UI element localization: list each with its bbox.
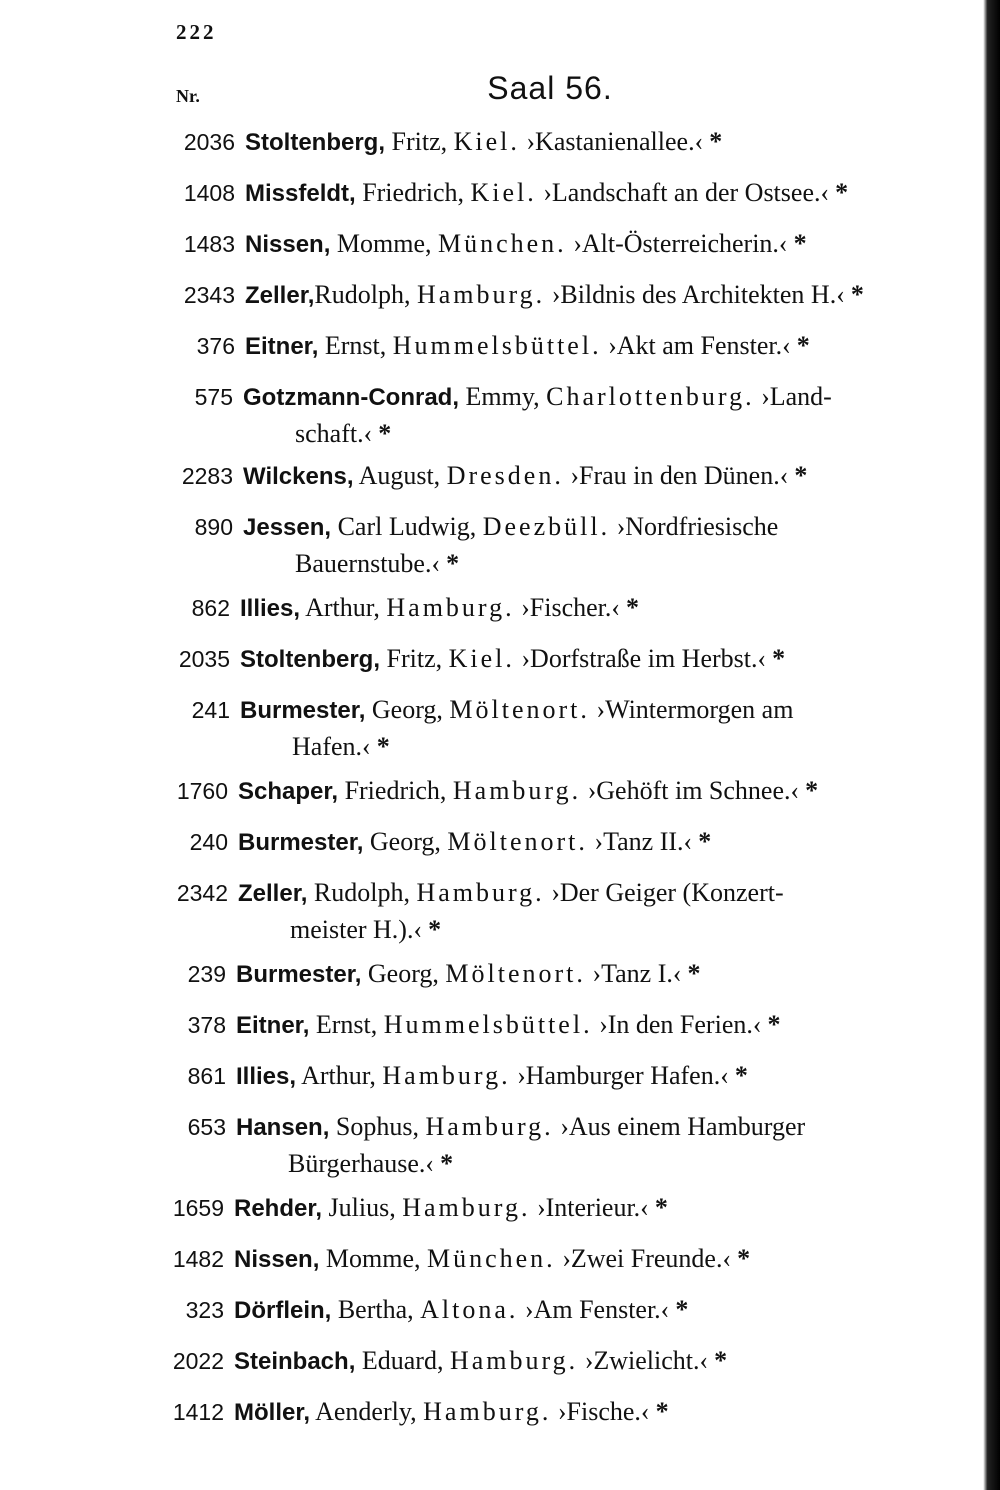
entry-number: 323: [185, 1297, 224, 1323]
artwork-title: ›Landschaft an der Ostsee.‹: [543, 178, 830, 207]
entry-number: 862: [191, 595, 230, 621]
artist-city: Hamburg.: [452, 776, 582, 805]
artist-city: Möltenort.: [449, 695, 590, 724]
catalog-entry: [181, 458, 1000, 495]
artwork-title: ›Wintermorgen am: [596, 695, 794, 724]
entry-marker: *: [378, 419, 392, 448]
entry-marker: *: [446, 549, 460, 578]
entry-marker: *: [698, 827, 712, 856]
artist-surname: Illies,: [240, 595, 301, 622]
page-title: Saal 56.: [487, 70, 613, 106]
artwork-title: ›Frau in den Dünen.‹: [570, 461, 789, 490]
catalog-entry: [176, 773, 1000, 810]
artist-surname: Missfeldt,: [245, 180, 356, 207]
artist-city: Hummelsbüttel.: [392, 331, 602, 360]
entry-marker: *: [767, 1010, 781, 1039]
artwork-title-continued: meister H.).‹ *: [290, 915, 442, 944]
artwork-title-continued: Bürgerhause.‹ *: [288, 1149, 454, 1178]
catalog-entry: [183, 226, 1000, 263]
artist-surname: Zeller,: [245, 282, 315, 309]
artwork-title: ›Alt-Österreicherin.‹: [573, 229, 788, 258]
entry-number: 1659: [172, 1195, 224, 1221]
artwork-title: ›Land-: [761, 382, 832, 411]
artist-city: Hamburg.: [449, 1346, 579, 1375]
entry-number: 2342: [176, 880, 228, 906]
entry-marker: *: [655, 1397, 669, 1426]
artist-surname: Wilckens,: [243, 463, 354, 490]
entry-marker: *: [793, 229, 807, 258]
artist-given-name: August,: [353, 461, 447, 490]
artist-city: Hamburg.: [416, 878, 545, 907]
artwork-title: ›Fische.‹: [557, 1397, 650, 1426]
entry-marker: *: [794, 461, 808, 490]
artist-city: Möltenort.: [447, 827, 588, 856]
artist-given-name: Aenderly,: [310, 1397, 424, 1426]
artist-city: Deezbüll.: [482, 512, 611, 541]
entry-number: 2022: [172, 1348, 224, 1374]
artist-city: Kiel.: [448, 644, 515, 673]
artist-city: Altona.: [420, 1295, 519, 1324]
entry-marker: *: [428, 915, 442, 944]
entry-number: 1408: [183, 180, 235, 206]
artist-city: München.: [426, 1244, 556, 1273]
catalog-entry: [172, 1241, 1000, 1278]
catalog-entry: [172, 1343, 1000, 1380]
artist-city: Kiel.: [453, 127, 520, 156]
artist-given-name: Georg,: [365, 695, 450, 724]
entry-number: 861: [187, 1063, 226, 1089]
artwork-title-continued: schaft.‹ *: [295, 419, 392, 448]
artist-surname: Burmester,: [236, 961, 362, 988]
artist-city: Hamburg.: [386, 593, 515, 622]
artwork-title: ›Zwei Freunde.‹: [562, 1244, 732, 1273]
catalog-entry: [172, 1394, 1000, 1431]
entry-number: 2283: [181, 463, 233, 489]
artist-surname: Möller,: [234, 1399, 311, 1426]
artist-given-name: Carl Ludwig,: [331, 512, 483, 541]
entry-number: 1482: [172, 1246, 224, 1272]
artwork-title: ›Interieur.‹: [536, 1193, 649, 1222]
artist-given-name: Eduard,: [355, 1346, 450, 1375]
entry-number: 1412: [172, 1399, 224, 1425]
catalog-entry: [189, 824, 1000, 861]
artwork-title: ›Bildnis des Architekten H.‹: [551, 280, 845, 309]
entry-number: 239: [187, 961, 226, 987]
entry-number: 376: [196, 333, 235, 359]
entry-marker: *: [850, 280, 864, 309]
artist-given-name: Rudolph,: [307, 878, 417, 907]
artist-given-name: Rudolph,: [314, 280, 417, 309]
artist-surname: Illies,: [236, 1063, 297, 1090]
artist-given-name: Georg,: [363, 827, 448, 856]
artwork-title: ›Akt am Fenster.‹: [608, 331, 791, 360]
entry-marker: *: [734, 1061, 748, 1090]
entry-number: 240: [189, 829, 228, 855]
artist-city: Hummelsbüttel.: [383, 1010, 593, 1039]
artist-surname: Hansen,: [236, 1114, 330, 1141]
entry-number: 1760: [176, 778, 228, 804]
entry-number: 2343: [183, 282, 235, 308]
artist-surname: Jessen,: [243, 514, 332, 541]
artist-city: Kiel.: [470, 178, 537, 207]
artwork-title-continued: Bauernstube.‹ *: [295, 549, 460, 578]
artist-surname: Stoltenberg,: [245, 129, 386, 156]
artist-city: Hamburg.: [423, 1397, 552, 1426]
artist-given-name: Fritz,: [380, 644, 449, 673]
artwork-title: ›Aus einem Hamburger: [560, 1112, 806, 1141]
entry-marker: *: [796, 331, 810, 360]
artwork-title: ›In den Ferien.‹: [599, 1010, 762, 1039]
catalog-entry: [194, 379, 1000, 452]
artist-surname: Nissen,: [245, 231, 331, 258]
catalog-entry: [183, 124, 1000, 161]
artwork-title: ›Gehöft im Schnee.‹: [587, 776, 800, 805]
artist-surname: Stoltenberg,: [240, 646, 381, 673]
artwork-title: ›Nordfriesische: [616, 512, 779, 541]
artist-city: München.: [437, 229, 567, 258]
artist-surname: Eitner,: [236, 1012, 310, 1039]
entry-marker: *: [805, 776, 819, 805]
artist-surname: Zeller,: [238, 880, 308, 907]
artist-given-name: Arthur,: [300, 593, 387, 622]
catalog-entry: [191, 590, 1000, 627]
artist-surname: Gotzmann-Conrad,: [243, 384, 459, 411]
artist-city: Hamburg.: [425, 1112, 554, 1141]
entry-number: 890: [194, 514, 233, 540]
catalog-entry: [191, 692, 1000, 765]
catalog-entry: [176, 875, 1000, 948]
entry-number: 575: [194, 384, 233, 410]
entry-marker: *: [737, 1244, 751, 1273]
artist-surname: Schaper,: [238, 778, 339, 805]
artist-city: Dresden.: [446, 461, 564, 490]
artwork-title: ›Zwielicht.‹: [584, 1346, 709, 1375]
artwork-title: ›Tanz II.‹: [594, 827, 693, 856]
entry-marker: *: [626, 593, 640, 622]
catalog-entry: [194, 509, 1000, 582]
catalog-entry: [187, 956, 1000, 993]
artist-city: Charlottenburg.: [546, 382, 755, 411]
entry-marker: *: [440, 1149, 454, 1178]
entry-number: 378: [187, 1012, 226, 1038]
artist-given-name: Bertha,: [331, 1295, 421, 1324]
artist-given-name: Ernst,: [309, 1010, 384, 1039]
artist-surname: Rehder,: [234, 1195, 323, 1222]
entry-marker: *: [772, 644, 786, 673]
artist-surname: Eitner,: [245, 333, 319, 360]
entry-marker: *: [654, 1193, 668, 1222]
catalog-entry: [172, 1190, 1000, 1227]
artist-given-name: Friedrich,: [355, 178, 471, 207]
artwork-title: ›Dorfstraße im Herbst.‹: [521, 644, 767, 673]
entry-marker: *: [687, 959, 701, 988]
artwork-title: ›Kastanienallee.‹: [526, 127, 704, 156]
entry-marker: *: [376, 732, 390, 761]
entry-number: 2036: [183, 129, 235, 155]
artist-given-name: Momme,: [319, 1244, 427, 1273]
artist-given-name: Friedrich,: [338, 776, 453, 805]
artist-city: Hamburg.: [382, 1061, 511, 1090]
catalog-entry: [187, 1058, 1000, 1095]
catalog-entry: [187, 1007, 1000, 1044]
entry-number: 1483: [183, 231, 235, 257]
artist-given-name: Sophus,: [329, 1112, 426, 1141]
artist-surname: Steinbach,: [234, 1348, 356, 1375]
artist-city: Hamburg.: [402, 1193, 531, 1222]
entry-marker: *: [835, 178, 849, 207]
artist-given-name: Georg,: [361, 959, 446, 988]
artwork-title-continued: Hafen.‹ *: [292, 732, 390, 761]
artist-surname: Nissen,: [234, 1246, 320, 1273]
artwork-title: ›Tanz I.‹: [592, 959, 682, 988]
artist-surname: Burmester,: [240, 697, 366, 724]
artist-city: Möltenort.: [445, 959, 586, 988]
artist-given-name: Julius,: [322, 1193, 403, 1222]
entry-number: 241: [191, 697, 230, 723]
catalog-entry: [183, 277, 1000, 314]
entry-number: 2035: [178, 646, 230, 672]
artist-city: Hamburg.: [416, 280, 546, 309]
artwork-title: ›Fischer.‹: [521, 593, 621, 622]
artist-given-name: Ernst,: [318, 331, 393, 360]
artwork-title: ›Der Geiger (Konzert-: [551, 878, 784, 907]
catalog-entry: [178, 641, 1000, 678]
artist-surname: Dörflein,: [234, 1297, 332, 1324]
entry-number: 653: [187, 1114, 226, 1140]
artwork-title: ›Hamburger Hafen.‹: [517, 1061, 729, 1090]
artist-given-name: Arthur,: [296, 1061, 383, 1090]
artist-given-name: Momme,: [330, 229, 438, 258]
artist-surname: Burmester,: [238, 829, 364, 856]
entry-marker: *: [709, 127, 723, 156]
catalog-entry: [185, 1292, 1000, 1329]
artist-given-name: Emmy,: [459, 382, 547, 411]
artwork-title: ›Am Fenster.‹: [524, 1295, 670, 1324]
entry-marker: *: [675, 1295, 689, 1324]
catalog-entry: [187, 1109, 1000, 1182]
catalog-entry: [183, 175, 1000, 212]
column-header-nr: Nr.: [176, 86, 200, 106]
artist-given-name: Fritz,: [385, 127, 454, 156]
entry-marker: *: [714, 1346, 728, 1375]
catalog-entry: [196, 328, 1000, 365]
page-number: 222: [176, 20, 217, 44]
